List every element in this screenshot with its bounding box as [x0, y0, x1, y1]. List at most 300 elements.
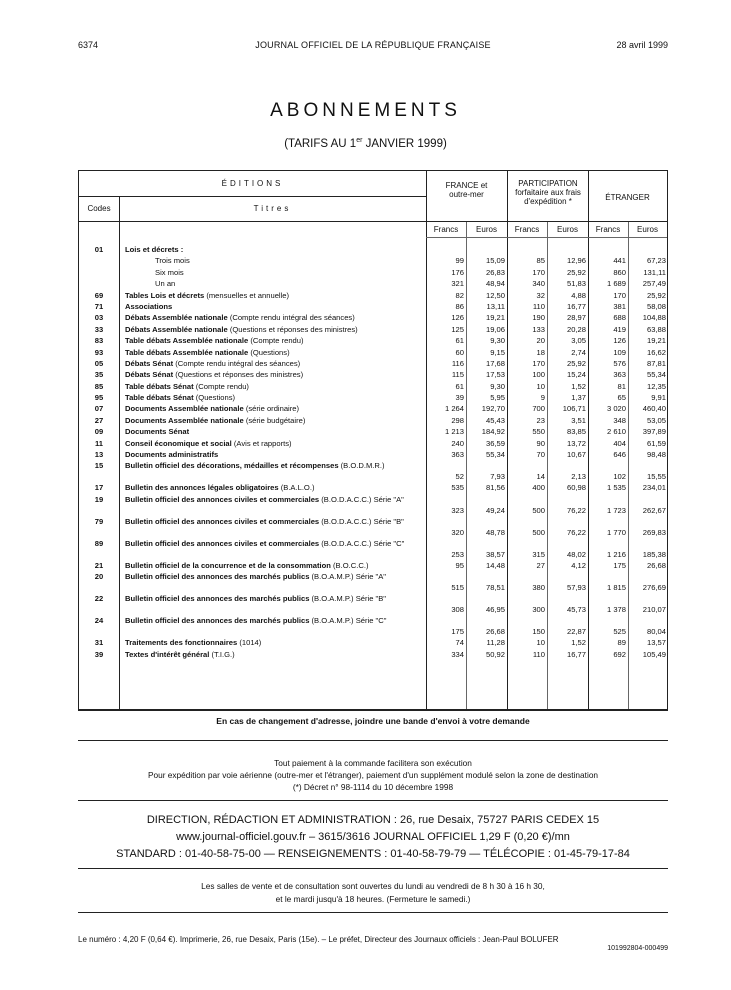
row-value: 240: [451, 438, 464, 448]
row-value: 50,92: [485, 649, 505, 659]
row-title: [125, 302, 425, 312]
unit-etranger-euros: Euros: [637, 225, 658, 234]
row-code: 01: [94, 245, 104, 254]
row-value: 2,13: [571, 472, 586, 482]
row-value: 87,81: [646, 358, 666, 368]
row-value: 36,59: [485, 438, 505, 448]
row-value: 25,92: [646, 290, 666, 300]
row-value: 15,55: [646, 472, 666, 482]
row-value: 26,68: [485, 627, 505, 637]
row-value: 170: [613, 290, 626, 300]
row-value: 16,77: [566, 649, 586, 659]
row-title-main: Documents administratifs: [125, 450, 219, 460]
row-value: 2,74: [571, 347, 586, 357]
row-value: 60,98: [566, 483, 586, 493]
etranger-heading: ÉTRANGER: [605, 193, 650, 202]
row-value: 2 610: [606, 427, 626, 437]
row-value: 38,57: [485, 549, 505, 559]
row-value: 99: [455, 256, 464, 266]
france-heading: FRANCE et outre-mer: [445, 181, 488, 199]
row-value: 20,28: [566, 324, 586, 334]
row-title: [125, 336, 425, 346]
row-title-main: Débats Assemblée nationale: [125, 313, 228, 323]
page-number: 6374: [78, 40, 99, 50]
row-value: 1 815: [606, 583, 626, 593]
row-value: 19,06: [485, 324, 505, 334]
row-value: 89: [617, 638, 626, 648]
row-code: 27: [94, 415, 104, 425]
row-value: 323: [451, 505, 464, 515]
row-value: 11,28: [486, 638, 505, 648]
payment-notes: [78, 757, 668, 793]
reference-number: 101992804-000499: [607, 945, 668, 952]
row-value: 525: [613, 627, 626, 637]
row-value: 1,52: [571, 638, 586, 648]
row-title-main: Débats Sénat: [125, 370, 174, 380]
row-value: 49,24: [485, 505, 505, 515]
row-value: 109: [613, 347, 626, 357]
row-value: 700: [532, 404, 545, 414]
row-value: 13,72: [566, 438, 586, 448]
row-value: 1,52: [571, 381, 586, 391]
unit-france-francs: Francs: [433, 225, 459, 234]
row-title-detail: (B.O.D.A.C.C.) Série "C": [319, 538, 405, 548]
row-code: 03: [94, 313, 104, 323]
row-title: [125, 450, 425, 460]
table-row: [79, 370, 667, 381]
row-title-detail: (1014): [237, 638, 262, 648]
row-value: 70: [536, 450, 545, 460]
row-title-detail: (B.O.A.M.P.) Série "B": [309, 594, 386, 604]
row-code: 71: [94, 301, 104, 311]
row-value: 12,50: [485, 290, 505, 300]
table-row: [79, 256, 667, 267]
row-value: 10: [536, 638, 545, 648]
row-value: 3 020: [606, 404, 626, 414]
row-value: 13,11: [486, 301, 505, 311]
row-title: [125, 359, 425, 369]
row-value: 102: [613, 472, 626, 482]
unit-participation-euros: Euros: [557, 225, 578, 234]
row-code: 35: [94, 370, 104, 380]
row-title: [155, 268, 425, 278]
row-value: 321: [451, 279, 464, 289]
row-value: 10: [536, 381, 545, 391]
row-title-main: Textes d'intérêt général: [125, 649, 210, 659]
table-row: [79, 572, 667, 594]
row-value: 9,30: [490, 336, 505, 346]
row-value: 515: [451, 583, 464, 593]
row-title-main: Table débats Assemblée nationale: [125, 347, 249, 357]
row-value: 48,02: [566, 549, 586, 559]
row-title: [125, 483, 425, 493]
row-value: 3,51: [571, 415, 586, 425]
row-value: 16,77: [566, 301, 586, 311]
row-value: 32: [536, 290, 545, 300]
row-title-detail: (Questions et réponses des ministres): [173, 370, 304, 380]
row-title-main: Bulletin officiel des annonces des marchés publics: [125, 616, 310, 626]
row-value: 1 535: [606, 483, 626, 493]
row-value: 23: [536, 415, 545, 425]
row-title-main: Table débats Sénat: [125, 381, 194, 391]
row-value: 15,09: [485, 256, 505, 266]
row-value: 48,94: [485, 279, 505, 289]
row-title-main: Table débats Sénat: [125, 393, 194, 403]
row-value: 9,15: [490, 347, 505, 357]
row-title-detail: (B.A.L.O.): [278, 483, 315, 493]
row-title-main: Bulletin officiel des annonces civiles et commerciales: [125, 538, 320, 548]
row-value: 170: [532, 358, 545, 368]
table-row: [79, 404, 667, 415]
row-title-detail: (Compte rendu intégral des séances): [173, 358, 301, 368]
row-title: [125, 439, 425, 449]
row-value: 45,73: [566, 605, 586, 615]
row-title-detail: Un an: [155, 279, 176, 289]
contact-phones: STANDARD : 01-40-58-75-00 — RENSEIGNEMENTS : 01-40-58-79-79 — TÉLÉCOPIE : 01-45-79-17-84: [116, 848, 630, 860]
row-value: 25,92: [566, 358, 586, 368]
row-value: 98,48: [646, 450, 666, 460]
table-row: [79, 461, 667, 483]
table-row: [79, 359, 667, 370]
table-row: [79, 638, 667, 649]
row-value: 25,92: [566, 267, 586, 277]
row-title: [125, 427, 425, 437]
row-value: 3,05: [571, 336, 586, 346]
row-value: 55,34: [646, 370, 666, 380]
row-value: 12,96: [566, 256, 586, 266]
row-code: 13: [94, 450, 104, 460]
row-title-main: Bulletin officiel des annonces des marchés publics: [125, 594, 310, 604]
row-value: 363: [451, 450, 464, 460]
row-title: [125, 517, 425, 527]
row-title-main: Débats Assemblée nationale: [125, 324, 228, 334]
editions-heading: ÉDITIONS: [221, 179, 284, 188]
row-value: 1 213: [444, 427, 464, 437]
row-value: 133: [532, 324, 545, 334]
row-title-detail: (B.O.D.A.C.C.) Série "B": [319, 516, 404, 526]
row-title-detail: (Avis et rapports): [231, 438, 292, 448]
row-value: 334: [451, 649, 464, 659]
row-value: 57,93: [566, 583, 586, 593]
row-value: 460,40: [642, 404, 666, 414]
row-title: [125, 650, 425, 660]
row-value: 170: [532, 267, 545, 277]
row-value: 19,21: [485, 313, 505, 323]
row-value: 10,67: [566, 450, 586, 460]
row-value: 125: [451, 324, 464, 334]
row-title-main: Bulletin officiel de la concurrence et de la consommation: [125, 560, 331, 570]
unit-etranger-francs: Francs: [595, 225, 621, 234]
row-title: [125, 594, 425, 604]
row-value: 150: [532, 627, 545, 637]
row-title-detail: (série budgétaire): [243, 415, 306, 425]
row-title-detail: (Questions): [248, 347, 290, 357]
row-value: 61: [455, 336, 464, 346]
row-code: 33: [94, 324, 104, 334]
row-value: 380: [532, 583, 545, 593]
row-title: [125, 404, 425, 414]
row-code: 31: [94, 638, 104, 648]
row-title: [125, 495, 425, 505]
row-title-detail: (B.O.D.M.R.): [338, 461, 385, 471]
row-code: 85: [94, 381, 104, 391]
opening-hours: [78, 880, 668, 906]
row-value: 7,93: [490, 472, 505, 482]
row-value: 78,51: [485, 583, 505, 593]
table-row: [79, 313, 667, 324]
row-value: 126: [451, 313, 464, 323]
table-row: [79, 616, 667, 638]
row-code: 95: [94, 393, 104, 403]
row-value: 176: [451, 267, 464, 277]
contact-address: DIRECTION, RÉDACTION ET ADMINISTRATION : 26, rue Desaix, 75727 PARIS CEDEX 15: [146, 814, 600, 826]
row-value: 12,35: [646, 381, 666, 391]
row-title: [125, 416, 425, 426]
row-title-detail: (Compte rendu intégral des séances): [227, 313, 355, 323]
journal-name: JOURNAL OFFICIEL DE LA RÉPUBLIQUE FRANÇAISE: [255, 40, 491, 50]
row-value: 441: [613, 256, 626, 266]
payment-note: Tout paiement à la commande facilitera son exécution: [274, 758, 472, 768]
row-value: 19,21: [646, 336, 666, 346]
row-title-main: Tables Lois et décrets: [125, 290, 205, 300]
row-value: 340: [532, 279, 545, 289]
table-row: [79, 302, 667, 313]
row-value: 4,88: [571, 290, 586, 300]
imprint-text: Le numéro : 4,20 F (0,64 €). Imprimerie, 26, rue Desaix, Paris (15e). – Le préfet, Directeur des Journaux officiels : Jean-Paul BOLUFER: [78, 935, 559, 944]
row-value: 22,87: [566, 627, 586, 637]
row-code: 89: [94, 538, 104, 548]
row-value: 253: [451, 549, 464, 559]
row-title-detail: (Compte rendu): [248, 336, 304, 346]
row-value: 500: [532, 505, 545, 515]
row-value: 81,56: [485, 483, 505, 493]
table-row: [79, 561, 667, 572]
row-value: 65: [617, 393, 626, 403]
payment-note: Pour expédition par voie aérienne (outre-mer et l'étranger), paiement d'un supplément modulé selon la zone de destination: [147, 770, 599, 780]
row-value: 4,12: [571, 560, 586, 570]
row-code: 07: [94, 404, 104, 414]
row-title: [125, 370, 425, 380]
table-row: [79, 427, 667, 438]
row-title: [155, 256, 425, 266]
table-row: [79, 268, 667, 279]
row-title-detail: (Questions et réponses des ministres): [227, 324, 358, 334]
row-title-detail: Six mois: [155, 267, 184, 277]
row-value: 262,67: [642, 505, 666, 515]
row-value: 9,91: [651, 393, 666, 403]
titres-heading: Titres: [253, 204, 292, 213]
row-code: 39: [94, 649, 104, 659]
row-value: 234,01: [642, 483, 666, 493]
row-value: 192,70: [481, 404, 505, 414]
row-value: 381: [613, 301, 626, 311]
row-title-detail: (série ordinaire): [243, 404, 300, 414]
row-value: 184,92: [481, 427, 505, 437]
row-value: 190: [532, 313, 545, 323]
row-code: 21: [94, 560, 104, 570]
row-code: 93: [94, 347, 104, 357]
row-value: 105,49: [642, 649, 666, 659]
row-title-main: Documents Assemblée nationale: [125, 404, 244, 414]
row-title: [125, 393, 425, 403]
row-value: 100: [532, 370, 545, 380]
row-value: 110: [532, 649, 545, 659]
row-title-main: Documents Assemblée nationale: [125, 415, 244, 425]
row-value: 17,68: [485, 358, 505, 368]
row-title-detail: (T.I.G.): [209, 649, 235, 659]
row-title: [125, 313, 425, 323]
row-value: 269,83: [642, 527, 666, 537]
row-value: 14: [536, 472, 545, 482]
row-title-detail: (B.O.C.C.): [330, 560, 369, 570]
table-row: [79, 539, 667, 561]
row-value: 257,49: [642, 279, 666, 289]
row-value: 45,43: [485, 415, 505, 425]
row-value: 61,59: [646, 438, 666, 448]
table-row: [79, 336, 667, 347]
row-title: [125, 245, 425, 255]
hours-line: Les salles de vente et de consultation sont ouvertes du lundi au vendredi de 8 h 30 à 16 h 30,: [201, 881, 545, 891]
issue-date: 28 avril 1999: [616, 40, 668, 50]
table-row: [79, 495, 667, 517]
row-title: [125, 539, 425, 549]
table-body: [79, 245, 667, 661]
row-value: 860: [613, 267, 626, 277]
contact-web: www.journal-officiel.gouv.fr – 3615/3616 JOURNAL OFFICIEL 1,29 F (0,20 €)/mn: [176, 831, 570, 843]
row-title: [125, 348, 425, 358]
subscription-table: [78, 170, 668, 710]
row-code: 22: [94, 594, 104, 604]
table-row: [79, 245, 667, 256]
row-code: 79: [94, 516, 104, 526]
row-code: 11: [94, 438, 104, 448]
row-title: [125, 461, 425, 471]
unit-france-euros: Euros: [476, 225, 497, 234]
row-value: 80,04: [646, 627, 666, 637]
row-value: 550: [532, 427, 545, 437]
row-value: 95: [455, 560, 464, 570]
row-title-main: Lois et décrets :: [125, 245, 184, 254]
table-row: [79, 416, 667, 427]
row-title-detail: (B.O.A.M.P.) Série "C": [309, 616, 387, 626]
row-value: 576: [613, 358, 626, 368]
row-value: 175: [613, 560, 626, 570]
row-title-main: Bulletin officiel des annonces civiles et commerciales: [125, 494, 320, 504]
row-title-main: Traitements des fonctionnaires: [125, 638, 238, 648]
row-title-main: Bulletin officiel des annonces des marchés publics: [125, 572, 310, 582]
row-value: 308: [451, 605, 464, 615]
participation-heading: PARTICIPATION forfaitaire aux frais d'expédition *: [515, 179, 581, 206]
row-value: 320: [451, 527, 464, 537]
row-code: 05: [94, 358, 104, 368]
row-value: 28,97: [566, 313, 586, 323]
row-title-main: Conseil économique et social: [125, 438, 232, 448]
row-value: 397,89: [642, 427, 666, 437]
row-code: 24: [94, 616, 104, 626]
row-title: [155, 279, 425, 289]
row-value: 298: [451, 415, 464, 425]
row-value: 419: [613, 324, 626, 334]
row-value: 535: [451, 483, 464, 493]
row-value: 48,78: [485, 527, 505, 537]
row-value: 404: [613, 438, 626, 448]
table-row: [79, 517, 667, 539]
row-value: 126: [613, 336, 626, 346]
row-title-main: Documents Sénat: [125, 427, 190, 437]
row-title-main: Associations: [125, 301, 173, 311]
contact-block: [78, 812, 668, 863]
row-title: [125, 382, 425, 392]
row-value: 26,68: [646, 560, 666, 570]
row-value: 13,57: [646, 638, 666, 648]
row-title-main: Débats Sénat: [125, 358, 174, 368]
row-code: 17: [94, 483, 104, 493]
row-title-detail: (Compte rendu): [193, 381, 249, 391]
row-value: 185,38: [642, 549, 666, 559]
row-title-detail: Trois mois: [155, 256, 190, 266]
page-subtitle: (TARIFS AU 1er JANVIER 1999): [284, 137, 447, 150]
row-value: 110: [532, 301, 545, 311]
row-value: 104,88: [642, 313, 666, 323]
codes-heading: Codes: [87, 204, 111, 213]
row-value: 14,48: [485, 560, 505, 570]
row-value: 20: [536, 336, 545, 346]
payment-note: (*) Décret n° 98-1114 du 10 décembre 1998: [292, 782, 454, 792]
row-value: 1 723: [606, 505, 626, 515]
row-value: 9,30: [490, 381, 505, 391]
row-value: 60: [455, 347, 464, 357]
row-value: 39: [455, 393, 464, 403]
row-value: 53,05: [646, 415, 666, 425]
row-value: 500: [532, 527, 545, 537]
row-value: 76,22: [566, 505, 586, 515]
row-title: [125, 561, 425, 571]
row-value: 15,24: [566, 370, 586, 380]
row-title-main: Bulletin officiel des décorations, médailles et récompenses: [125, 461, 339, 471]
row-value: 300: [532, 605, 545, 615]
row-value: 692: [613, 649, 626, 659]
row-value: 46,95: [485, 605, 505, 615]
table-row: [79, 348, 667, 359]
row-value: 82: [455, 290, 464, 300]
row-code: 19: [94, 494, 104, 504]
row-value: 76,22: [566, 527, 586, 537]
page-header: [78, 40, 668, 54]
row-title-main: Table débats Assemblée nationale: [125, 336, 249, 346]
table-row: [79, 279, 667, 290]
row-title: [125, 572, 425, 582]
row-title-detail: (B.O.D.A.C.C.) Série "A": [319, 494, 404, 504]
address-change-notice: En cas de changement d'adresse, joindre une bande d'envoi à votre demande: [216, 716, 530, 726]
unit-participation-francs: Francs: [514, 225, 540, 234]
row-value: 58,08: [646, 301, 666, 311]
table-row: [79, 594, 667, 616]
row-value: 1 264: [444, 404, 464, 414]
row-value: 61: [455, 381, 464, 391]
row-value: 81: [617, 381, 626, 391]
row-title: [125, 325, 425, 335]
row-value: 400: [532, 483, 545, 493]
row-value: 27: [536, 560, 545, 570]
row-value: 210,07: [642, 605, 666, 615]
row-value: 688: [613, 313, 626, 323]
row-title-detail: (Questions): [193, 393, 236, 403]
table-row: [79, 393, 667, 404]
row-value: 86: [455, 301, 464, 311]
row-value: 646: [613, 450, 626, 460]
row-value: 63,88: [646, 324, 666, 334]
page-title: ABONNEMENTS: [270, 100, 461, 121]
